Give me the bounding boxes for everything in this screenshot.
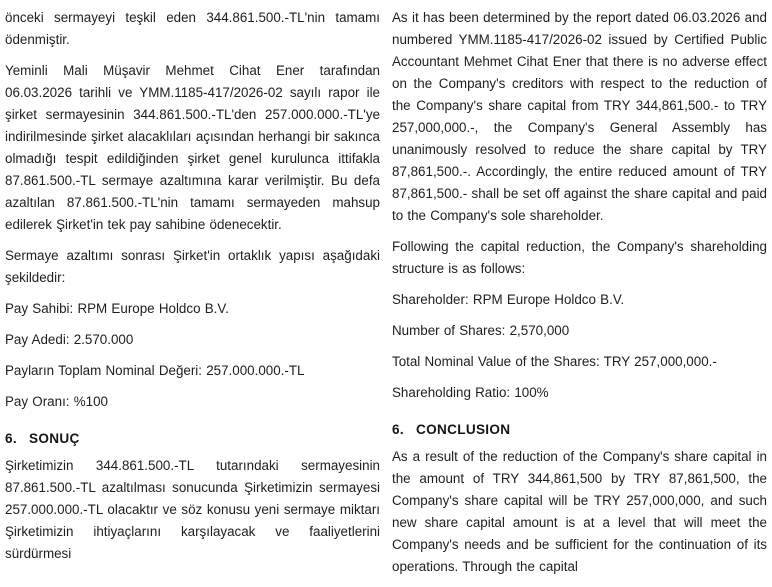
paragraph-en-shareholding-intro: Following the capital reduction, the Company's shareholding structure is as follows: (392, 239, 767, 276)
section-title: SONUÇ (29, 431, 80, 446)
section-heading-sonuc (5, 431, 380, 446)
paragraph-tr-carryover: önceki sermayeyi teşkil eden 344.861.500.-TL'nin tamamı ödenmiştir. (5, 10, 380, 47)
paragraph-tr-shareholding-intro: Sermaye azaltımı sonrası Şirket'in ortaklık yapısı aşağıdaki şekildedir: (5, 248, 380, 285)
fact-tr-total-nominal-value: Payların Toplam Nominal Değeri: 257.000.000.-TL (5, 363, 305, 378)
english-column (392, 7, 767, 587)
paragraph-en-conclusion: As a result of the reduction of the Company's share capital in the amount of TRY 344,861,500 by TRY 87,861,500, the Company's share capital will be TRY 257,000,000, and such new share capital amount is at a level that will meet the Company's needs and be sufficient for the continuation of its operations. Through the capital (392, 449, 767, 574)
fact-en-shareholding-ratio: Shareholding Ratio: 100% (392, 385, 549, 400)
fact-tr-shareholder: Pay Sahibi: RPM Europe Holdco B.V. (5, 301, 229, 316)
fact-tr-number-of-shares: Pay Adedi: 2.570.000 (5, 332, 134, 347)
fact-en-total-nominal-value: Total Nominal Value of the Shares: TRY 257,000,000.- (392, 354, 717, 369)
fact-en-number-of-shares: Number of Shares: 2,570,000 (392, 323, 570, 338)
section-number: 6. (392, 422, 404, 437)
fact-tr-shareholding-ratio: Pay Oranı: %100 (5, 394, 108, 409)
paragraph-tr-conclusion: Şirketimizin 344.861.500.-TL tutarındaki sermayesinin 87.861.500.-TL azaltılması sonucunda Şirketimizin sermayesi 257.000.000.-TL olacaktır ve söz konusu yeni sermaye miktarı Şirketimizin ihtiyaçlarını karşılayacak ve faaliyetlerini sürdürmesi (5, 458, 380, 561)
paragraph-tr-capital-reduction: Yeminli Mali Müşavir Mehmet Cihat Ener tarafından 06.03.2026 tarihli ve YMM.1185-417/2026-02 sayılı rapor ile şirket sermayesinin 344.861.500.-TL'den 257.000.000.-TL'ye indirilmesinde şirket alacaklıları açısından herhangi bir sakınca olmadığı tespit edildiğinden şirket genel kurulunca ittifakla 87.861.500.-TL sermaye azaltımına karar verilmiştir. Bu defa azaltılan 87.861.500.-TL'nin tamamı sermayeden mahsup edilerek Şirket'in tek pay sahibine ödenecektir. (5, 63, 380, 232)
paragraph-en-capital-reduction: As it has been determined by the report dated 06.03.2026 and numbered YMM.1185-417/2026-02 issued by Certified Public Accountant Mehmet Cihat Ener that there is no adverse effect on the Company's creditors with respect to the reduction of the Company's share capital from TRY 344,861,500.- to TRY 257,000,000.-, the Company's General Assembly has unanimously resolved to reduce the share capital by TRY 87,861,500.-. Accordingly, the entire reduced amount of TRY 87,861,500.- shall be set off against the share capital and paid to the Company's sole shareholder. (392, 10, 767, 223)
turkish-column (5, 7, 380, 587)
section-title: CONCLUSION (416, 422, 511, 437)
section-number: 6. (5, 431, 17, 446)
section-heading-conclusion (392, 422, 767, 437)
fact-en-shareholder: Shareholder: RPM Europe Holdco B.V. (392, 292, 625, 307)
